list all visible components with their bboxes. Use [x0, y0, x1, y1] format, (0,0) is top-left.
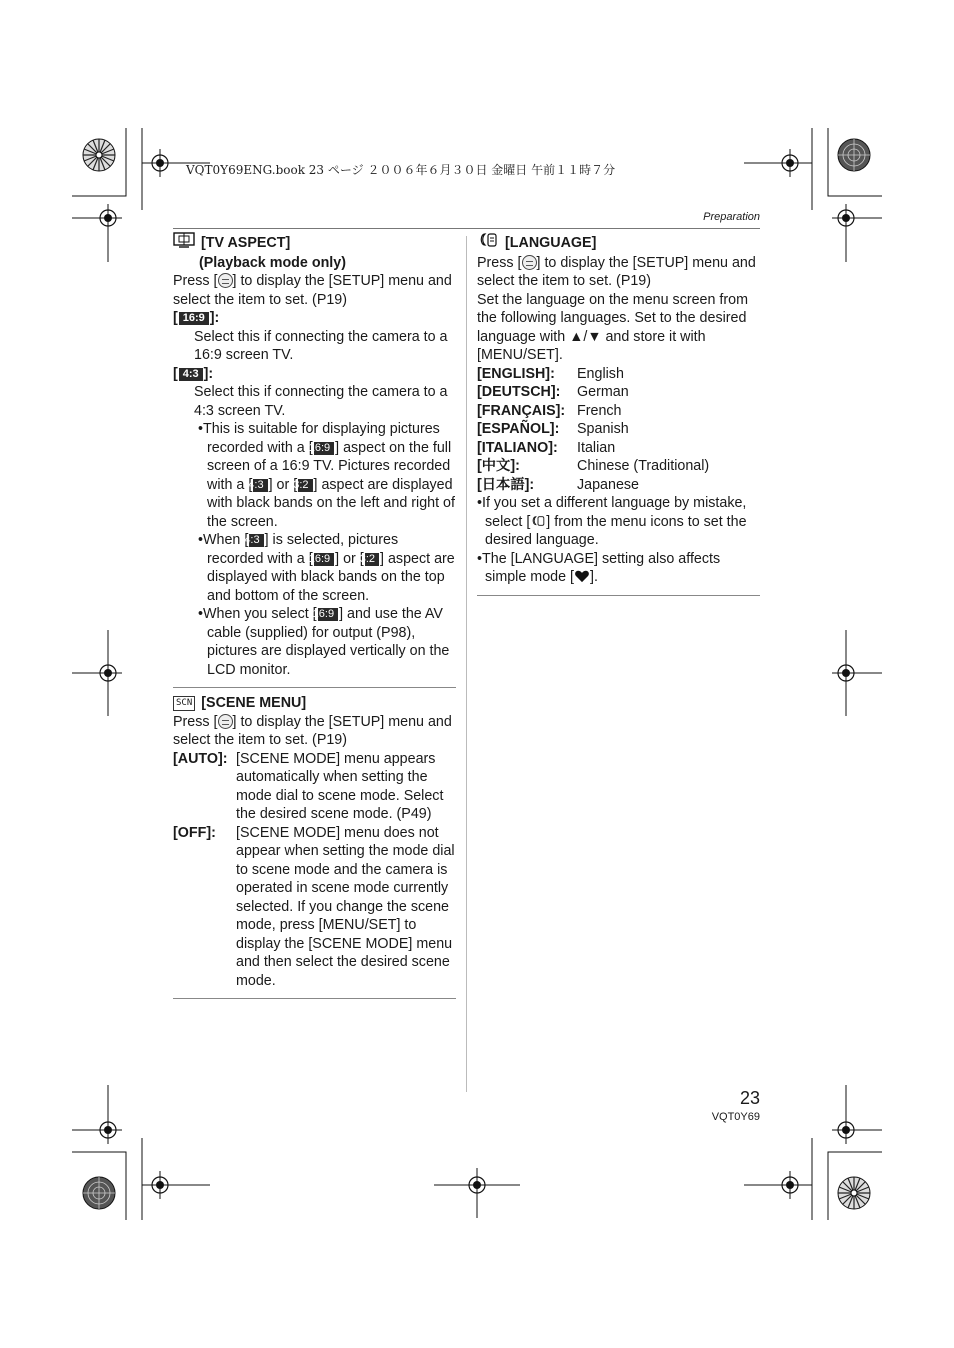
language-heading — [477, 232, 760, 254]
language-spanish: [ESPAÑOL]: Spanish — [477, 421, 629, 437]
option-16-9-desc: Select this if connecting the camera to a 16:9 screen TV. — [194, 328, 448, 363]
tv-note-1: •This is suitable for displaying pictures recorded with a [16:9 ] aspect on the full screen of a 16:9 TV. Pictures recorded with a [4:3 ] or [3:2 ] aspect are displayed with black bands on the left and right of the screen. — [198, 421, 455, 530]
tv-aspect-icon — [173, 232, 195, 254]
language-chinese: [中文]: Chinese (Traditional) — [477, 458, 710, 474]
aspect-16-9-badge: 16:9 — [318, 608, 338, 621]
tv-note-3: •When you select [16:9 ] and use the AV cable (supplied) for output (P98), pictures are displayed vertically on the LCD monitor. — [198, 606, 450, 678]
left-column — [173, 232, 456, 1005]
page-number: 23 — [739, 1088, 760, 1108]
scene-option-auto: [AUTO]: [SCENE MODE] menu appears automatically when setting the mode dial to scene mode. Select the desired scene mode. (P49) — [173, 750, 444, 822]
language-note-2: •The [LANGUAGE] setting also affects simple mode [ ]. — [477, 550, 721, 585]
menu-set-button-icon — [218, 714, 233, 729]
print-header: VQT0Y69ENG.book 23 ページ ２００６年６月３０日 金曜日 午前１１時７分 — [186, 163, 616, 177]
aspect-3-2-badge: 3:2 — [298, 479, 312, 492]
scn-icon: SCN — [173, 696, 195, 711]
language-instruction: Press [ ] to display the [SETUP] menu and select the item to set. (P19) — [477, 254, 756, 289]
language-icon — [477, 232, 499, 254]
aspect-4-3-badge: 4:3 — [249, 534, 263, 547]
tv-note-2: •When [4:3 ] is selected, pictures recorded with a [16:9 ] or [3:2 ] aspect are displayed with black bands on the top and bottom of the screen. — [198, 532, 455, 604]
language-note-1: •If you set a different language by mistake, select [ ] from the menu icons to set the desired language. — [477, 495, 747, 548]
right-column — [477, 232, 760, 602]
section-rule — [173, 998, 456, 999]
scene-option-off: [OFF]: [SCENE MODE] menu does not appear when setting the mode dial to scene mode and the camera is operated in scene mode currently selected. If you change the scene mode, press [MENU/SET] to display the [SCENE MODE] menu and then select the desired scene mode. — [173, 824, 455, 989]
language-english: [ENGLISH]: English — [477, 365, 624, 382]
language-title: [LANGUAGE] — [505, 234, 597, 251]
tv-aspect-subtitle: (Playback mode only) — [199, 254, 346, 271]
language-german: [DEUTSCH]: German — [477, 384, 629, 400]
aspect-4-3-badge: 4:3 — [179, 368, 203, 381]
option-4-3-term: [ 4:3 ]: — [173, 365, 214, 382]
aspect-16-9-badge: 16:9 — [314, 553, 334, 566]
top-rule — [173, 228, 760, 229]
aspect-3-2-badge: 3:2 — [365, 553, 379, 566]
section-rule — [173, 687, 456, 688]
option-16-9-term: [ 16:9 ]: — [173, 310, 220, 326]
section-rule — [477, 595, 760, 596]
language-intro: Set the language on the menu screen from the following languages. Set to the desired language with ▲/▼ and store it with [MENU/SET]. — [477, 291, 749, 363]
page-code: VQT0Y69 — [711, 1111, 760, 1123]
column-divider — [466, 236, 467, 1092]
up-down-arrows-icon: ▲/▼ — [569, 328, 602, 345]
tv-aspect-heading — [173, 232, 456, 254]
scene-menu-title: [SCENE MENU] — [201, 695, 307, 711]
option-4-3-desc: Select this if connecting the camera to a 4:3 screen TV. — [194, 384, 448, 419]
scene-menu-instruction: Press [ ] to display the [SETUP] menu and select the item to set. (P19) — [173, 713, 452, 748]
aspect-16-9-badge: 16:9 — [179, 312, 209, 325]
aspect-4-3-badge: 4:3 — [253, 479, 267, 492]
language-french: [FRANÇAIS]: French — [477, 402, 622, 419]
scene-menu-heading — [173, 694, 456, 713]
menu-set-button-icon — [218, 273, 233, 288]
language-italian: [ITALIANO]: Italian — [477, 439, 616, 456]
menu-set-button-icon — [522, 255, 537, 270]
section-label: Preparation — [703, 211, 760, 223]
tv-aspect-instruction: Press [ ] to display the [SETUP] menu and select the item to set. (P19) — [173, 273, 452, 308]
tv-aspect-title: [TV ASPECT] — [201, 234, 291, 251]
heart-icon — [574, 569, 590, 585]
language-icon — [530, 514, 546, 530]
language-japanese: [日本語]: Japanese — [477, 476, 640, 493]
aspect-16-9-badge: 16:9 — [314, 442, 334, 455]
